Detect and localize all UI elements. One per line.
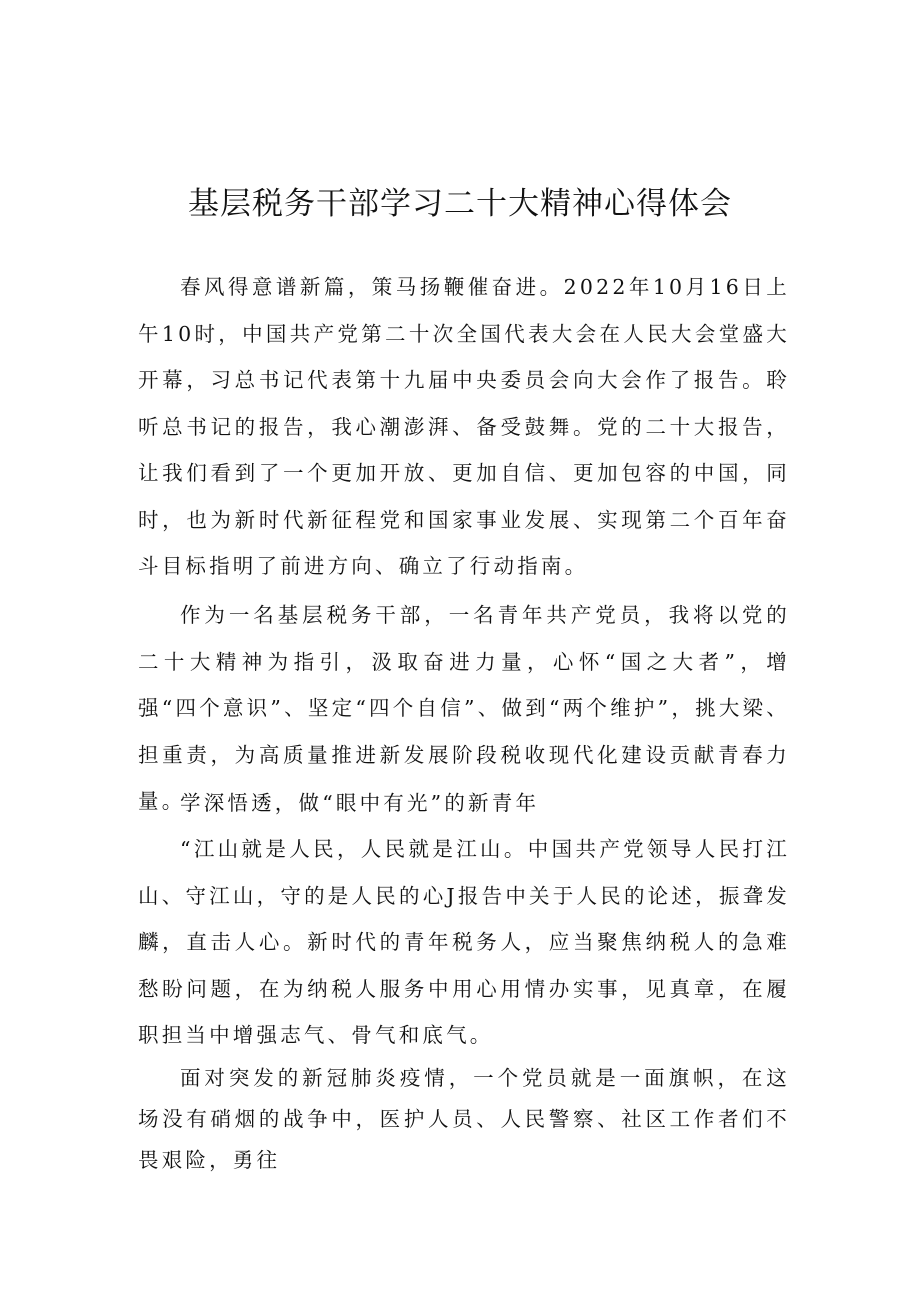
section-heading: 学深悟透，做“眼中有光”的新青年 [180,791,540,815]
paragraph-commitment: 作为一名基层税务干部，一名青年共产党员，我将以党的二十大精神为指引，汲取奋进力量，心怀“国之大者”，增强“四个意识”、坚定“四个自信”、做到“两个维护”，挑大梁、担重责，为高质量推进新发展阶段税收现代化建设贡献青春力量。 [138,603,790,813]
paragraph-pandemic: 面对突发的新冠肺炎疫情，一个党员就是一面旗帜，在这场没有硝烟的战争中，医护人员、人民警察、社区工作者们不畏艰险，勇往 [138,1066,790,1172]
paragraph-intro: 春风得意谱新篇，策马扬鞭催奋进。2022年10月16日上午10时，中国共产党第二十次全国代表大会在人民大会堂盛大开幕，习总书记代表第十九届中央委员会向大会作了报告。聆听总书记的报告，我心潮澎湃、备受鼓舞。党的二十大报告，让我们看到了一个更加开放、更加自信、更加包容的中国，同时，也为新时代新征程党和国家事业发展、实现第二个百年奋斗目标指明了前进方向、确立了行动指南。 [138,275,790,578]
document-title: 基层税务干部学习二十大精神心得体会 [188,186,732,222]
paragraph-people: “江山就是人民，人民就是江山。中国共产党领导人民打江山、守江山，守的是人民的心J报告中关于人民的论述，振聋发麟，直击人心。新时代的青年税务人，应当聚焦纳税人的急难愁盼问题，在为纳税人服务中用心用情办实事，见真章，在履职担当中增强志气、骨气和底气。 [138,837,790,1047]
